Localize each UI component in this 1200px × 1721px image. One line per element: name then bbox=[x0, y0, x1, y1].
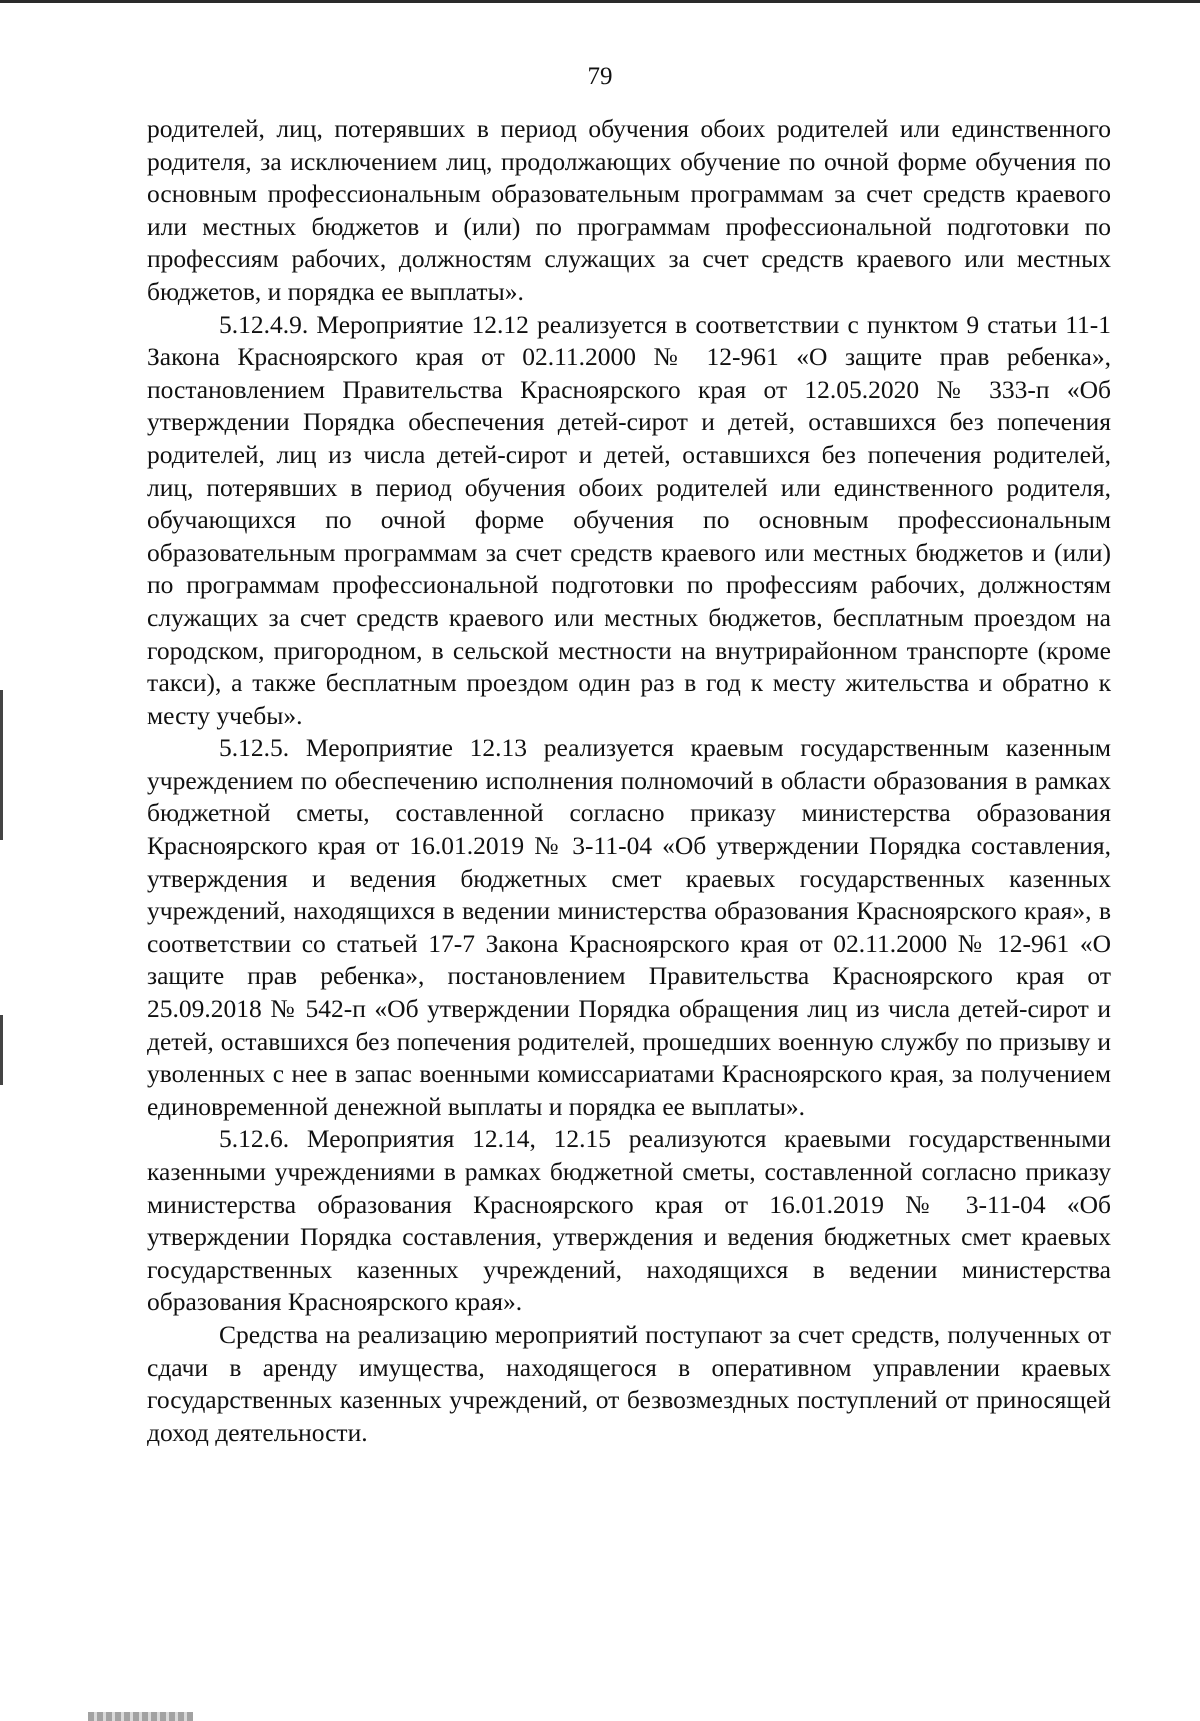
scan-top-edge bbox=[0, 0, 1200, 3]
scan-bottom-artifact bbox=[88, 1712, 193, 1721]
document-body bbox=[147, 113, 1111, 1449]
scan-left-edge-mark bbox=[0, 690, 3, 840]
page-number: 79 bbox=[587, 63, 613, 90]
paragraph-funding: Средства на реализацию мероприятий поступают за счет средств, полученных от сдачи в аренду имущества, находящегося в оперативном управлении краевых государственных казенных учреждений, от безвозмездных поступлений от приносящей доход деятельности. bbox=[147, 1319, 1111, 1447]
paragraph-continuation: родителей, лиц, потерявших в период обучения обоих родителей или единственного родителя, за исключением лиц, продолжающих обучение по очной форме обучения по основным профессиональным образовательным программам за счет средств краевого или местных бюджетов и (или) по программам профессиональной подготовки по профессиям рабочих, должностям служащих за счет средств краевого или местных бюджетов, и порядка ее выплаты». bbox=[147, 114, 1111, 306]
paragraph-5-12-6: 5.12.6. Мероприятия 12.14, 12.15 реализуются краевыми государственными казенными учреждениями в рамках бюджетной сметы, составленной согласно приказу министерства образования Красноярского края от 16.01.2019 № 3-11-04 «Об утверждении Порядка составления, утверждения и ведения бюджетных смет краевых государственных казенных учреждений, находящихся в ведении министерства образования Красноярского края». bbox=[147, 1124, 1111, 1317]
paragraph-5-12-4-9: 5.12.4.9. Мероприятие 12.12 реализуется в соответствии с пунктом 9 статьи 11-1 Закона Красноярского края от 02.11.2000 № 12-961 «О защите прав ребенка», постановлением Правительства Красноярского края от 12.05.2020 № 333-п «Об утверждении Порядка обеспечения детей-сирот и детей, оставшихся без попечения родителей, лиц из числа детей-сирот и детей, оставшихся без попечения родителей, лиц, потерявших в период обучения обоих родителей или единственного родителя, обучающихся по очной форме обучения по основным профессиональным образовательным программам за счет средств краевого или местных бюджетов и (или) по программам профессиональной подготовки по профессиям рабочих, должностям служащих за счет средств краевого или местных бюджетов, бесплатным проездом на городском, пригородном, в сельской местности на внутрирайонном транспорте (кроме такси), а также бесплатным проездом один раз в год к месту жительства и обратно к месту учебы». bbox=[147, 309, 1111, 730]
paragraph-5-12-5: 5.12.5. Мероприятие 12.13 реализуется краевым государственным казенным учреждением по обеспечению исполнения полномочий в области образования в рамках бюджетной сметы, составленной согласно приказу министерства образования Красноярского края от 16.01.2019 № 3-11-04 «Об утверждении Порядка составления, утверждения и ведения бюджетных смет краевых государственных казенных учреждений, находящихся в ведении министерства образования Красноярского края», в соответствии со статьей 17-7 Закона Красноярского края от 02.11.2000 № 12-961 «О защите прав ребенка», постановлением Правительства Красноярского края от 25.09.2018 № 542-п «Об утверждении Порядка обращения лиц из числа детей-сирот и детей, оставшихся без попечения родителей, прошедших военную службу по призыву и уволенных с нее в запас военными комиссариатами Красноярского края, за получением единовременной денежной выплаты и порядка ее выплаты». bbox=[147, 733, 1111, 1121]
scan-left-edge-mark bbox=[0, 1015, 3, 1085]
